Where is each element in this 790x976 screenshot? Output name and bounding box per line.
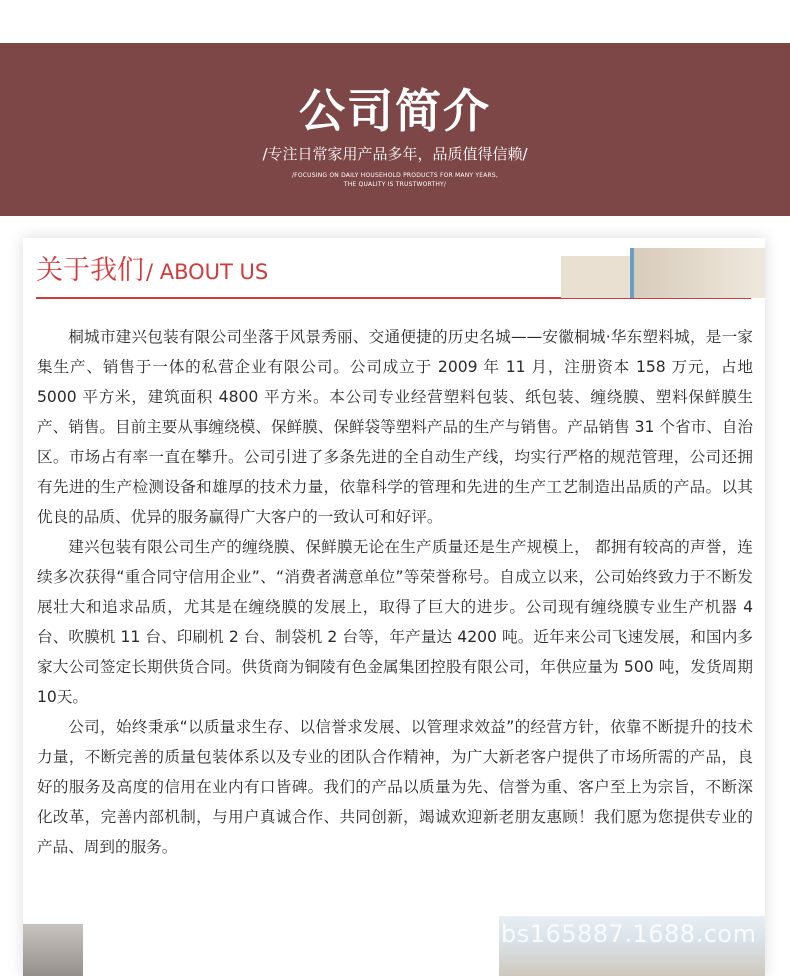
section-title-zh: 关于我们 xyxy=(36,255,144,286)
building-shape xyxy=(633,248,765,298)
banner-english-line-1: /FOCUSING ON DAILY HOUSEHOLD PRODUCTS FOR MANY YEARS, xyxy=(291,172,499,179)
banner-english-line-2: THE QUALITY IS TRUSTWORTHY/ xyxy=(343,181,447,188)
about-card xyxy=(23,238,765,976)
building-window-stripe xyxy=(630,248,634,298)
section-title xyxy=(36,253,268,289)
paragraph-2: 建兴包装有限公司生产的缠绕膜、保鲜膜无论在生产质量还是生产规模上， 都拥有较高的声誉，连续多次获得“重合同守信用企业”、“消费者满意单位”等荣誉称号。自成立以来，公司始终致力于不断发展壮大和追求品质，尤其是在缠绕膜的发展上，取得了巨大的进步。公司现有缠绕膜专业生产机器 4 台、吹膜机 11 台、印刷机 2 台、制袋机 2 台等，年产量达 4200 吨。近年来公司飞速发展，和国内多家大公司签定长期供货合同。供货商为铜陵有色金属集团控股有限公司，年供应量为 500 吨，发货周期 10天。 xyxy=(37,538,753,706)
paragraph-3: 公司，始终秉承“以质量求生存、以信誉求发展、以管理求效益”的经营方针，依靠不断提升的技术力量，不断完善的质量包装体系以及专业的团队合作精神，为广大新老客户提供了市场所需的产品，良好的服务及高度的信用在业内有口皆碑。我们的产品以质量为先、信誉为重、客户至上为宗旨，不断深化改革，完善内部机制，与用户真诚合作、共同创新，竭诚欢迎新老朋友惠顾！我们愿为您提供专业的产品、周到的服务。 xyxy=(37,718,753,856)
company-description xyxy=(37,322,753,862)
photo-left xyxy=(23,924,83,976)
page-title: 公司简介 xyxy=(299,84,491,138)
banner-english-tagline xyxy=(0,171,790,189)
banner-subtitle: /专注日常家用产品多年，品质值得信赖/ xyxy=(262,145,528,163)
section-title-en: / ABOUT US xyxy=(146,260,269,284)
header-banner xyxy=(0,43,790,216)
building-shape xyxy=(561,256,631,298)
paragraph-1: 桐城市建兴包装有限公司坐落于风景秀丽、交通便捷的历史名城——安徽桐城·华东塑料城，是一家集生产、销售于一体的私营企业有限公司。公司成立于 2009 年 11 月，注册资本 158 万元，占地 5000 平方米，建筑面积 4800 平方米。本公司专业经营塑料包装、纸包装、缠绕膜、塑料保鲜膜生产、销售。目前主要从事缠绕模、保鲜膜、保鲜袋等塑料产品的生产与销售。产品销售 31 个省市、自治区。市场占有率一直在攀升。公司引进了多条先进的全自动生产线，均实行严格的规范管理，公司还拥有先进的生产检测设备和雄厚的技术力量，依靠科学的管理和先进的生产工艺制造出品质的产品。以其优良的品质、优异的服务赢得广大客户的一致认可和好评。 xyxy=(37,328,753,526)
watermark: bs165887.1688.com xyxy=(501,920,757,948)
